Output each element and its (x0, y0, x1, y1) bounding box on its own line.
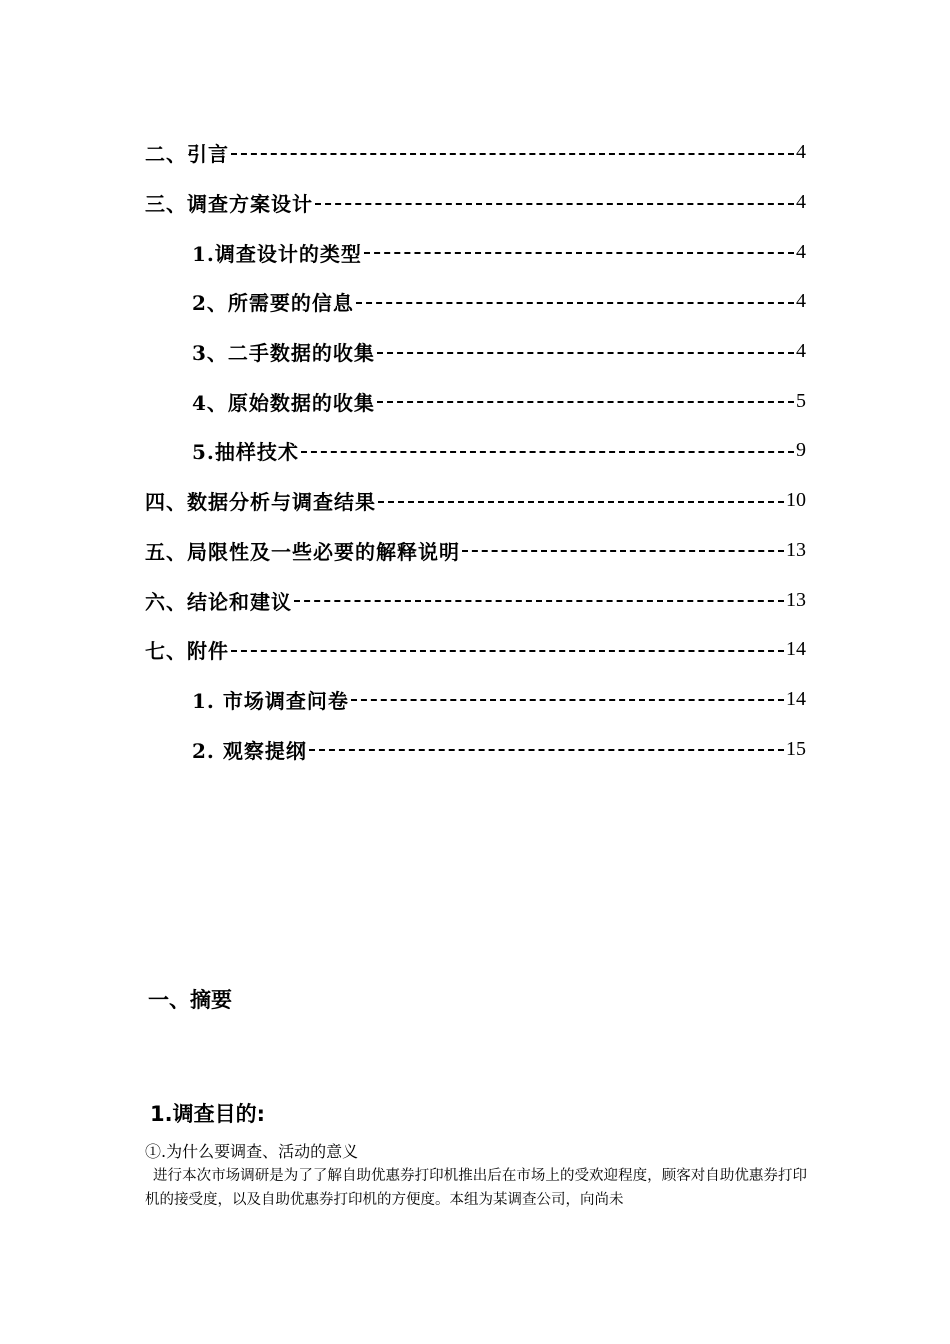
toc-page-number: 4 (796, 191, 806, 214)
toc-page-number: 13 (786, 588, 806, 611)
toc-entry-label: 2、所需要的信息 (192, 291, 354, 316)
toc-entry-label: 三、调查方案设计 (145, 192, 313, 217)
toc-entry[interactable] (145, 625, 806, 675)
toc-entry-label: 四、数据分析与调查结果 (145, 490, 376, 515)
toc-dot-leader (364, 252, 794, 254)
toc-page-number: 5 (796, 389, 806, 412)
toc-page-number: 15 (786, 737, 806, 760)
toc-page-number: 13 (786, 538, 806, 561)
toc-entry[interactable] (145, 675, 806, 725)
toc-entry-label: 五、局限性及一些必要的解释说明 (145, 539, 460, 564)
toc-entry[interactable] (145, 376, 806, 426)
toc-page-number: 4 (796, 290, 806, 313)
toc-dot-leader (377, 401, 794, 403)
toc-entry[interactable] (145, 526, 806, 576)
toc-dot-leader (377, 352, 794, 354)
toc-entry[interactable] (145, 575, 806, 625)
toc-page-number: 4 (796, 240, 806, 263)
toc-entry-label: 5.抽样技术 (192, 440, 299, 465)
toc-entry[interactable] (145, 178, 806, 228)
toc-entry-label: 4、原始数据的收集 (192, 390, 375, 415)
toc-page-number: 14 (786, 687, 806, 710)
toc-entry-label: 1. 市场调查问卷 (192, 688, 349, 713)
purpose-point-heading: ①.为什么要调查、活动的意义 (145, 1142, 359, 1161)
toc-entry-label: 六、结论和建议 (145, 589, 292, 614)
toc-entry-label: 二、引言 (145, 142, 229, 167)
toc-page-number: 9 (796, 439, 806, 462)
toc-entry[interactable] (145, 327, 806, 377)
toc-dot-leader (294, 600, 784, 602)
abstract-heading: 一、摘要 (148, 988, 232, 1012)
toc-dot-leader (301, 451, 794, 453)
toc-dot-leader (378, 501, 784, 503)
body-paragraph: 进行本次市场调研是为了了解自助优惠券打印机推出后在市场上的受欢迎程度，顾客对自助优惠券打印机的接受度，以及自助优惠券打印机的方便度。本组为某调查公司，向尚未 (145, 1168, 807, 1208)
table-of-contents (145, 128, 806, 774)
toc-dot-leader (462, 550, 784, 552)
toc-page-number: 4 (796, 340, 806, 363)
survey-purpose-heading: 1.调查目的: (150, 1102, 265, 1126)
toc-dot-leader (351, 699, 784, 701)
toc-entry[interactable] (145, 724, 806, 774)
toc-page-number: 4 (796, 141, 806, 164)
toc-entry[interactable] (145, 426, 806, 476)
toc-page-number: 10 (786, 489, 806, 512)
toc-dot-leader (309, 749, 784, 751)
toc-entry-label: 1.调查设计的类型 (192, 241, 362, 266)
toc-entry-label: 2. 观察提纲 (192, 738, 307, 763)
toc-entry[interactable] (145, 476, 806, 526)
toc-entry[interactable] (145, 128, 806, 178)
toc-entry-label: 七、附件 (145, 639, 229, 664)
toc-dot-leader (231, 650, 784, 652)
toc-entry[interactable] (145, 277, 806, 327)
toc-dot-leader (356, 302, 794, 304)
toc-entry-label: 3、二手数据的收集 (192, 341, 375, 366)
toc-entry[interactable] (145, 227, 806, 277)
toc-dot-leader (315, 203, 794, 205)
toc-page-number: 14 (786, 638, 806, 661)
toc-dot-leader (231, 153, 794, 155)
